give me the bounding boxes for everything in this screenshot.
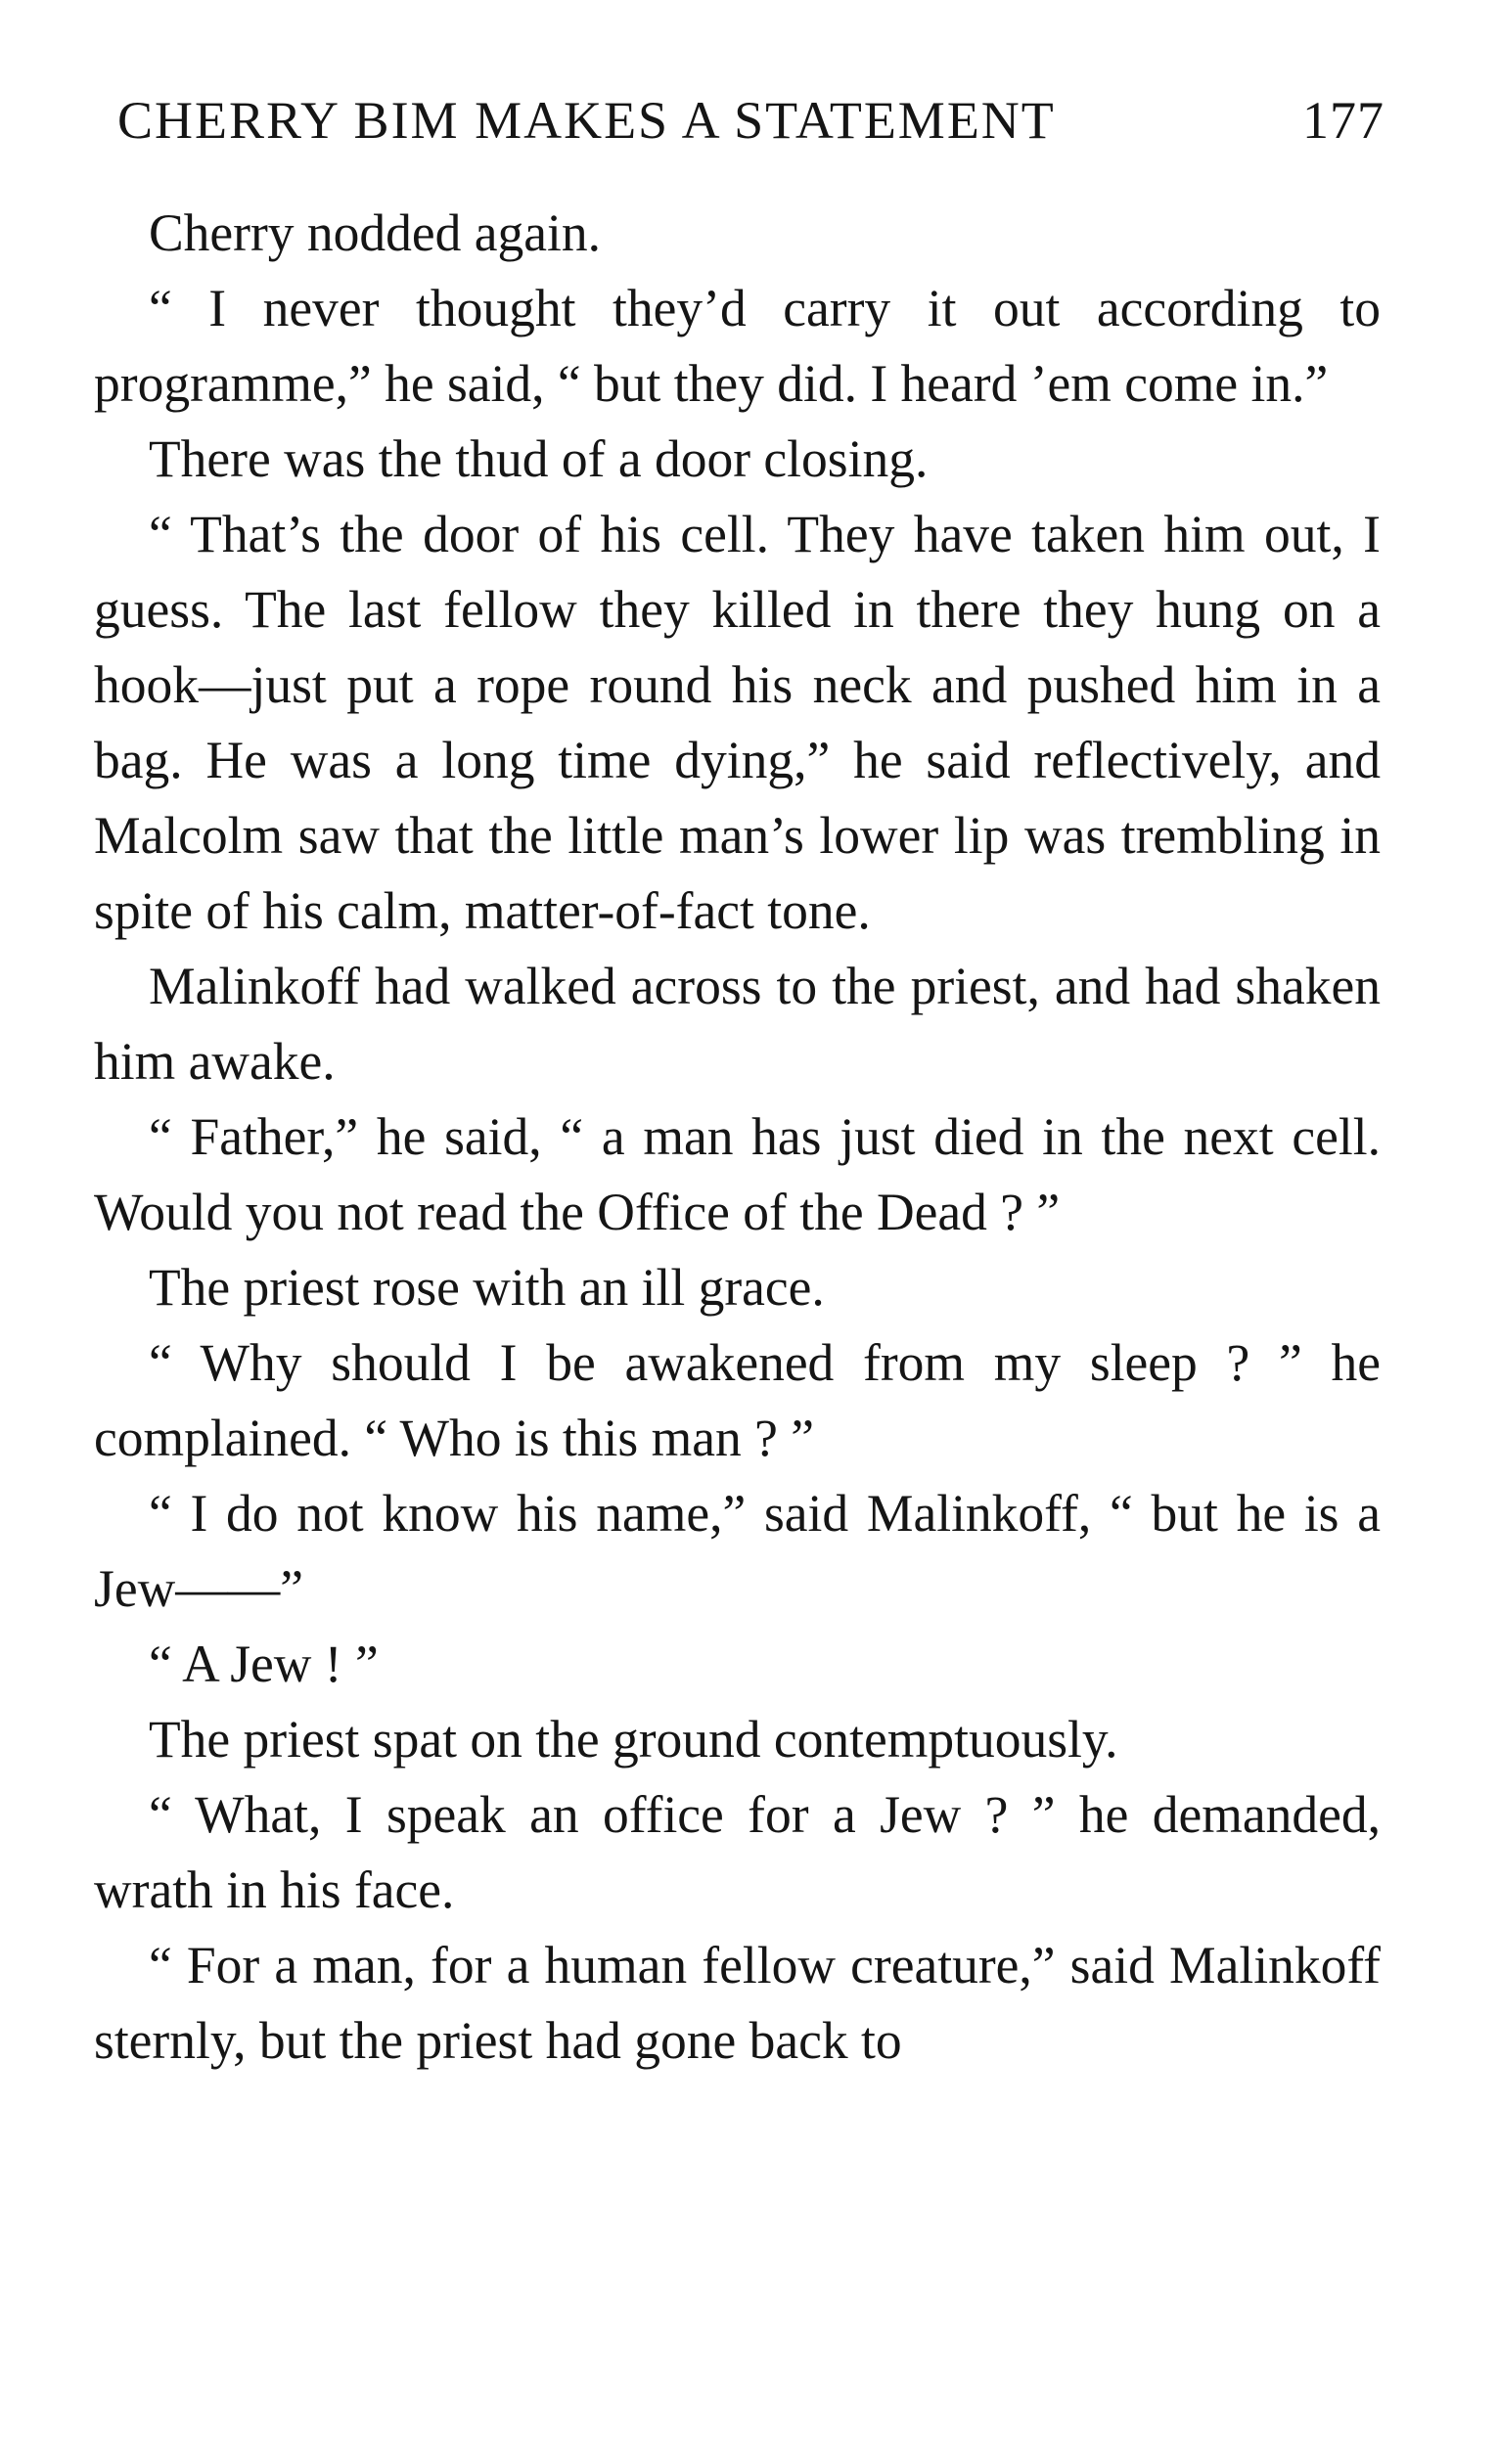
paragraph: There was the thud of a door closing. [149,429,929,488]
paragraph: The priest spat on the ground contemptuously. [149,1710,1118,1769]
paragraph: “ I never thought they’d carry it out according to programme,” he said, “ but they did. I heard ’em come in.” [94,279,1381,413]
running-head [117,90,1385,168]
paragraph: “ I do not know his name,” said Malinkoff, “ but he is a Jew——” [94,1484,1381,1618]
paragraph: Cherry nodded again. [149,203,602,262]
paragraph: Malinkoff had walked across to the priest, and had shaken him awake. [94,957,1381,1091]
running-title: CHERRY BIM MAKES A STATEMENT [117,91,1056,150]
paragraph: “ For a man, for a human fellow creature,” said Malinkoff sternly, but the priest had gone back to [94,1936,1381,2070]
paragraph: “ Father,” he said, “ a man has just died in the next cell. Would you not read the Office of the Dead ? ” [94,1107,1381,1241]
paragraph: “ Why should I be awakened from my sleep ? ” he complained. “ Who is this man ? ” [94,1333,1381,1467]
page-number: 177 [1302,91,1385,150]
paragraph: “ What, I speak an office for a Jew ? ” he demanded, wrath in his face. [94,1785,1381,1919]
body-text [94,196,1381,2079]
paragraph: “ A Jew ! ” [149,1635,379,1693]
paragraph: The priest rose with an ill grace. [149,1258,825,1317]
paragraph: “ That’s the door of his cell. They have taken him out, I guess. The last fellow they killed in there they hung on a hook—just put a rope round his neck and pushed him in a bag. He was a long time dying,” he said reflectively, and Malcolm saw that the little man’s lower lip was trembling in spite of his calm, matter-of-fact tone. [94,505,1381,940]
